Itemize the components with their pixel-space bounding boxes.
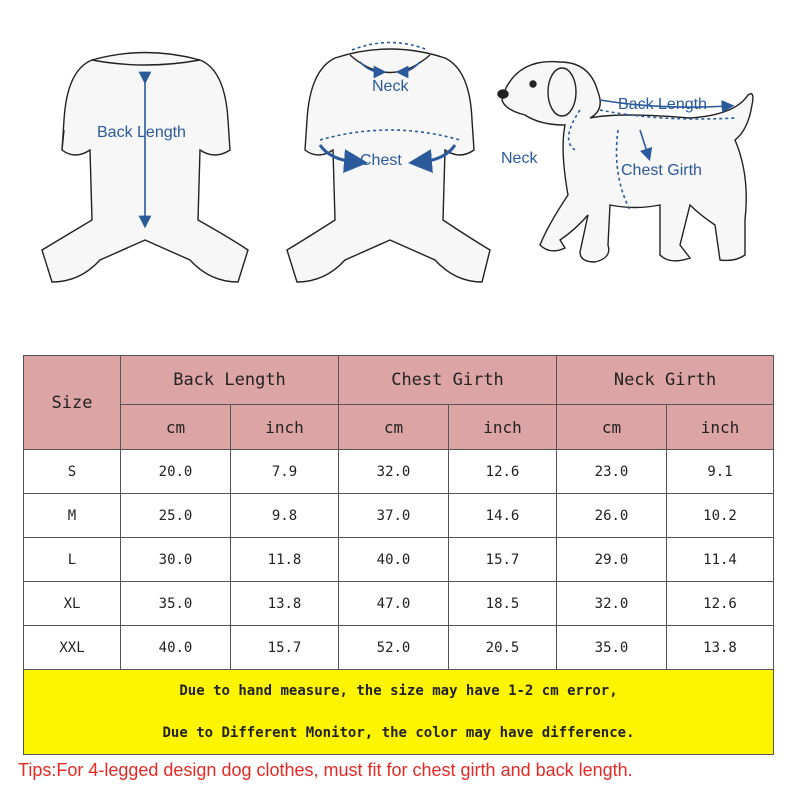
unit-header: cm xyxy=(339,405,449,450)
value-cell: 9.1 xyxy=(667,450,774,494)
neck-girth-header: Neck Girth xyxy=(557,356,774,405)
size-cell: XL xyxy=(24,582,121,626)
value-cell: 20.0 xyxy=(121,450,231,494)
chest-label: Chest xyxy=(360,152,402,169)
note-row xyxy=(24,670,774,755)
value-cell: 29.0 xyxy=(557,538,667,582)
size-header: Size xyxy=(24,356,121,450)
table-row xyxy=(24,582,774,626)
unit-header: inch xyxy=(667,405,774,450)
value-cell: 15.7 xyxy=(449,538,557,582)
size-cell: XXL xyxy=(24,626,121,670)
value-cell: 32.0 xyxy=(339,450,449,494)
value-cell: 35.0 xyxy=(557,626,667,670)
value-cell: 40.0 xyxy=(339,538,449,582)
chest-girth-header: Chest Girth xyxy=(339,356,557,405)
note-line-2: Due to Different Monitor, the color may have difference. xyxy=(162,725,635,741)
value-cell: 9.8 xyxy=(231,494,339,538)
group-header-row xyxy=(24,356,774,405)
table-row xyxy=(24,494,774,538)
value-cell: 13.8 xyxy=(231,582,339,626)
size-chart-table xyxy=(23,355,774,755)
note-cell xyxy=(24,670,774,755)
table-row xyxy=(24,626,774,670)
value-cell: 13.8 xyxy=(667,626,774,670)
value-cell: 11.4 xyxy=(667,538,774,582)
back-length-label: Back Length xyxy=(97,124,186,141)
unit-header: cm xyxy=(557,405,667,450)
dog-back-length-label: Back Length xyxy=(618,96,707,113)
table-row xyxy=(24,538,774,582)
value-cell: 10.2 xyxy=(667,494,774,538)
back-length-header: Back Length xyxy=(121,356,339,405)
size-cell: L xyxy=(24,538,121,582)
value-cell: 52.0 xyxy=(339,626,449,670)
value-cell: 12.6 xyxy=(449,450,557,494)
value-cell: 32.0 xyxy=(557,582,667,626)
value-cell: 15.7 xyxy=(231,626,339,670)
value-cell: 26.0 xyxy=(557,494,667,538)
value-cell: 35.0 xyxy=(121,582,231,626)
value-cell: 23.0 xyxy=(557,450,667,494)
dog-neck-label: Neck xyxy=(501,150,538,167)
value-cell: 40.0 xyxy=(121,626,231,670)
value-cell: 30.0 xyxy=(121,538,231,582)
value-cell: 20.5 xyxy=(449,626,557,670)
measurement-diagram xyxy=(0,0,800,330)
value-cell: 25.0 xyxy=(121,494,231,538)
value-cell: 12.6 xyxy=(667,582,774,626)
value-cell: 37.0 xyxy=(339,494,449,538)
value-cell: 11.8 xyxy=(231,538,339,582)
unit-header: inch xyxy=(231,405,339,450)
value-cell: 14.6 xyxy=(449,494,557,538)
size-cell: S xyxy=(24,450,121,494)
note-line-1: Due to hand measure, the size may have 1-2 cm error, xyxy=(179,683,618,699)
unit-header: inch xyxy=(449,405,557,450)
unit-header-row xyxy=(24,405,774,450)
size-cell: M xyxy=(24,494,121,538)
dog-chest-girth-label: Chest Girth xyxy=(621,162,702,179)
neck-label: Neck xyxy=(372,78,409,95)
value-cell: 18.5 xyxy=(449,582,557,626)
value-cell: 7.9 xyxy=(231,450,339,494)
value-cell: 47.0 xyxy=(339,582,449,626)
unit-header: cm xyxy=(121,405,231,450)
table-row xyxy=(24,450,774,494)
tips-text: Tips:For 4-legged design dog clothes, must fit for chest girth and back length. xyxy=(18,760,633,780)
